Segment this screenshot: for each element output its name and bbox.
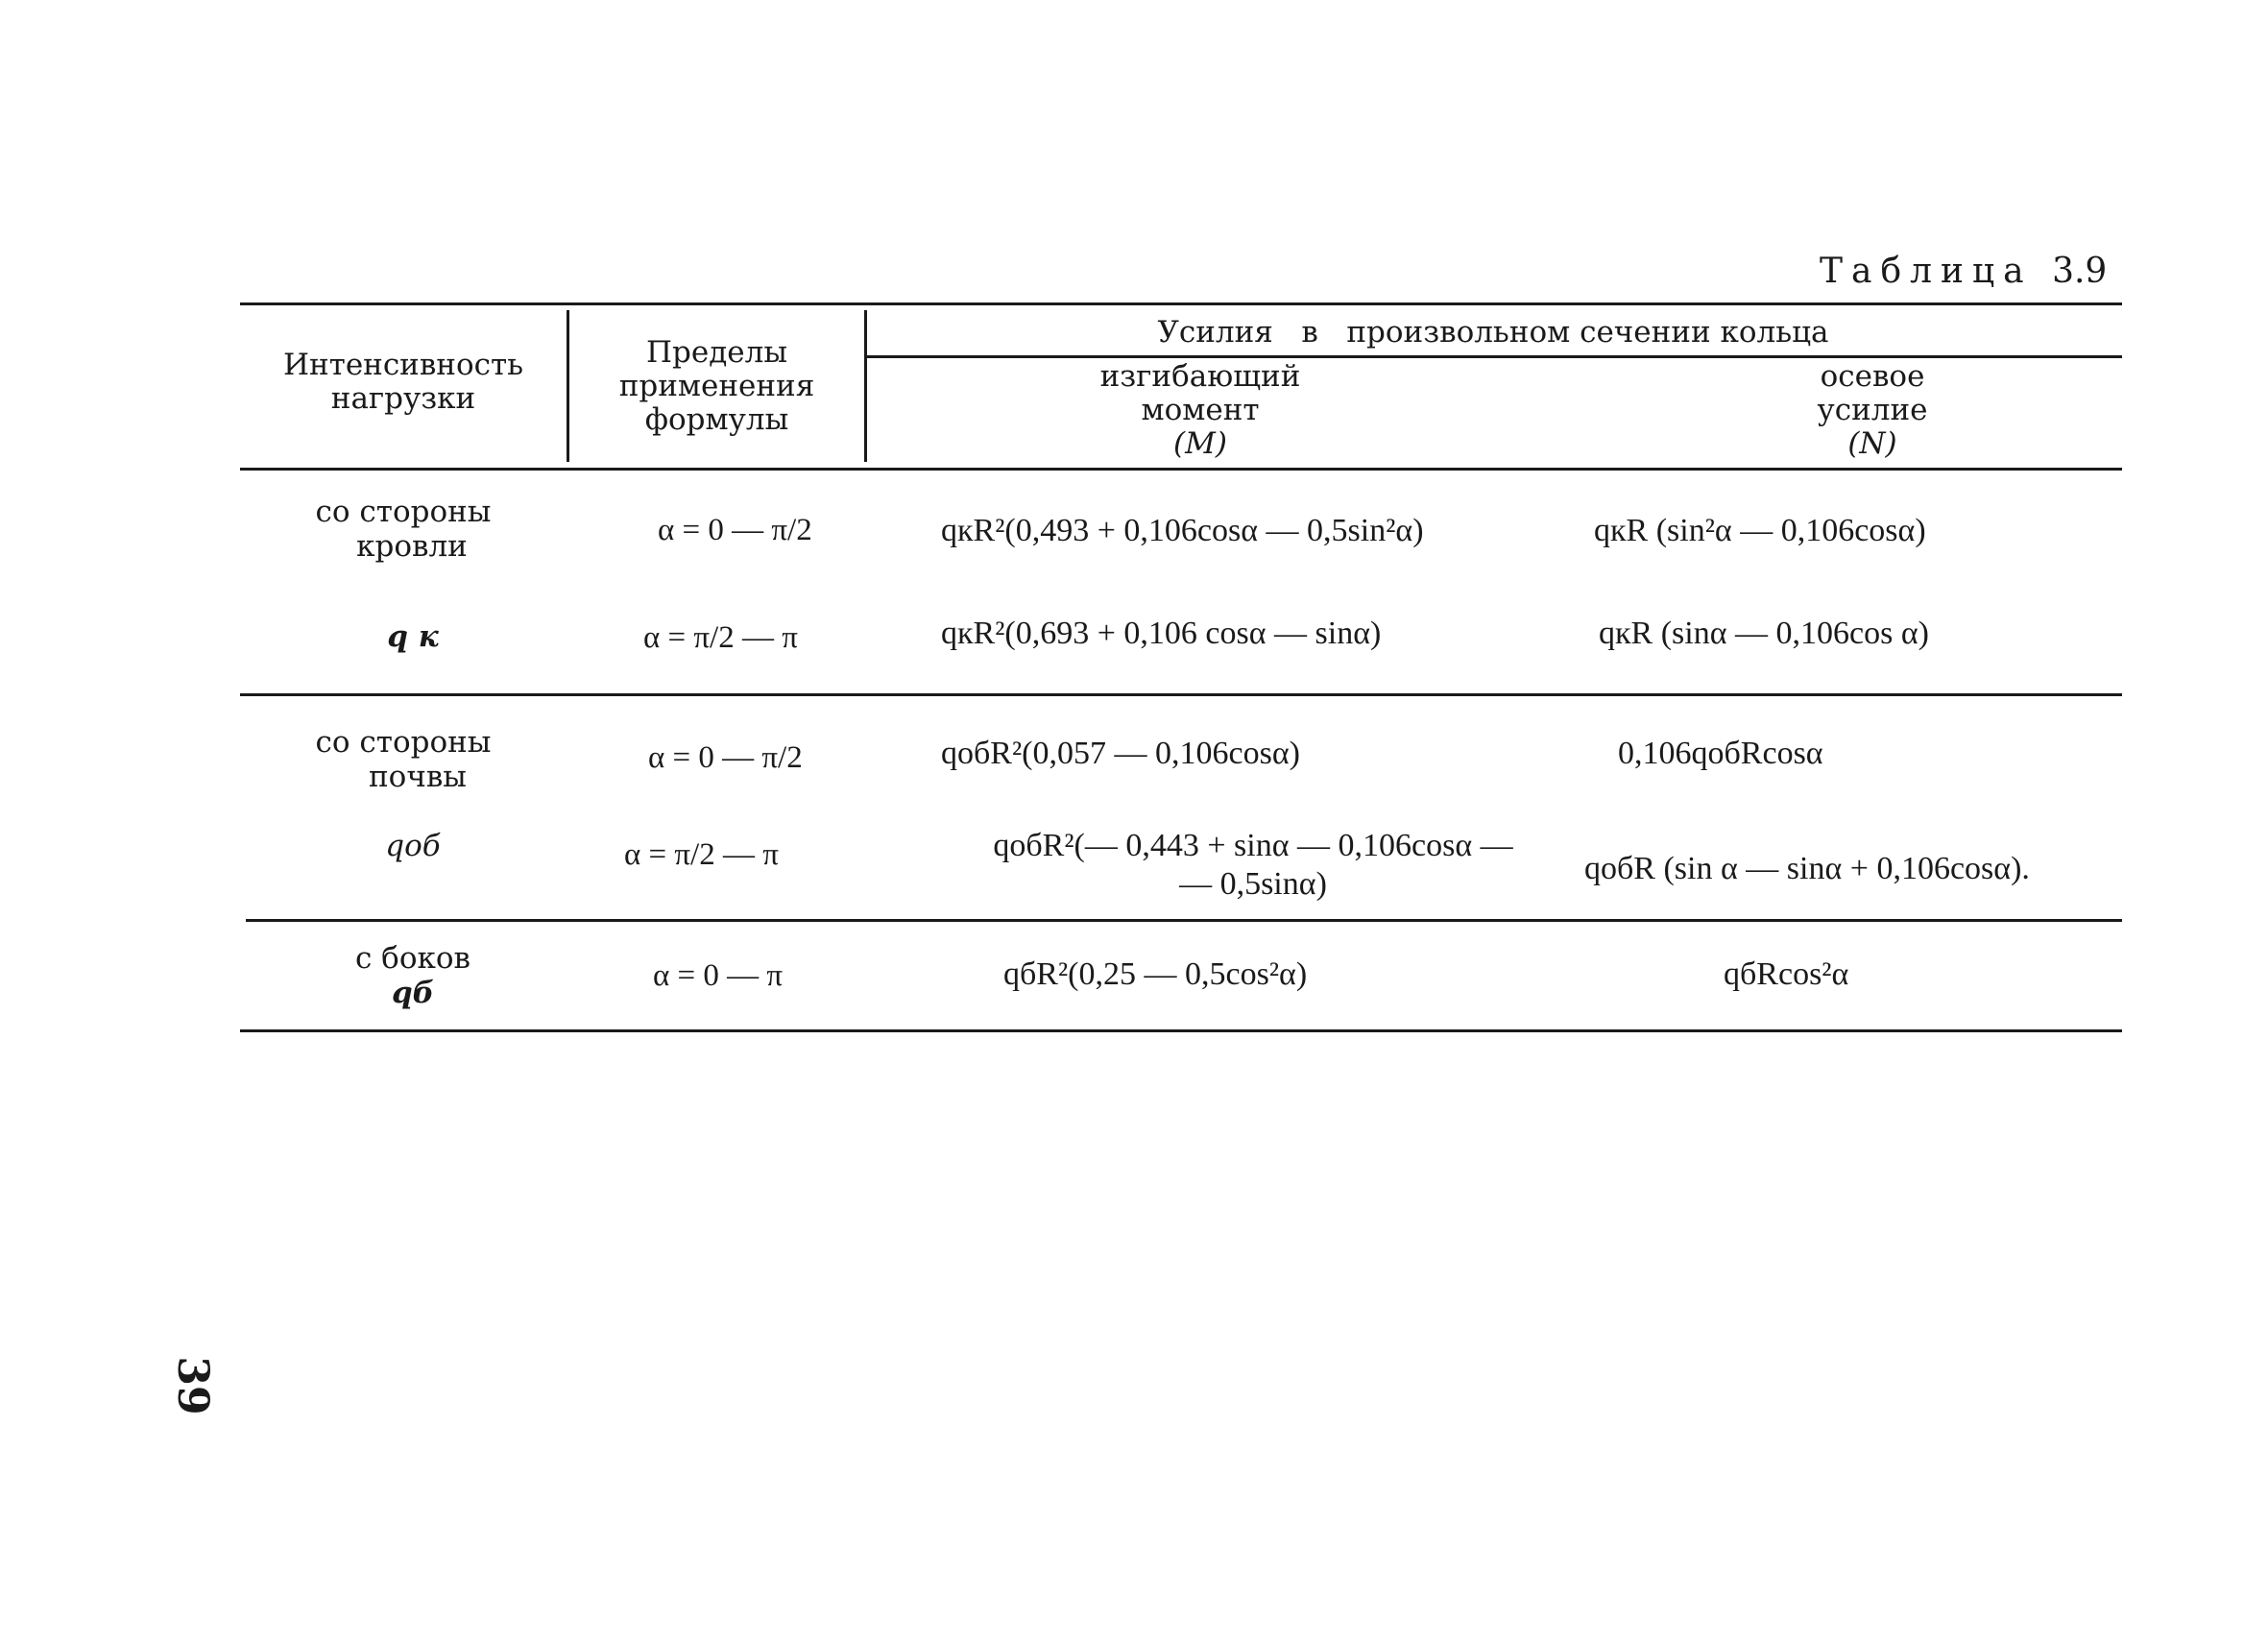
table-row-load-label bbox=[298, 495, 509, 564]
caption-number: 3.9 bbox=[2052, 252, 2108, 291]
caption-label: Таблица bbox=[1820, 252, 2033, 291]
rule-bottom bbox=[240, 1029, 2122, 1032]
cell-line: почвы bbox=[369, 760, 467, 794]
table-row-limit: α = 0 — π bbox=[653, 958, 784, 993]
header-line: усилие bbox=[1817, 393, 1928, 427]
table-row-limit: α = π/2 — π bbox=[624, 837, 779, 872]
table-row-axial: qкR (sin²α — 0,106cosα) bbox=[1594, 513, 1926, 548]
header-line: нагрузки bbox=[330, 381, 476, 416]
table-row-limit: α = π/2 — π bbox=[643, 620, 798, 655]
header-bending-moment bbox=[970, 360, 1431, 461]
cell-line: qб bbox=[391, 976, 435, 1010]
cell-line: — 0,5sinα) bbox=[1179, 866, 1327, 902]
header-line: (M) bbox=[1173, 426, 1227, 461]
page-number: 39 bbox=[168, 1356, 217, 1415]
cell-line: qобR²(— 0,443 + sinα — 0,106cosα — bbox=[993, 828, 1513, 863]
cell-line: со стороны bbox=[315, 725, 492, 760]
table-row-axial: qбRcos²α bbox=[1724, 956, 1849, 992]
cell-line: q к bbox=[387, 619, 439, 654]
table-row-limit: α = 0 — π/2 bbox=[658, 513, 812, 547]
header-line: (N) bbox=[1847, 426, 1897, 461]
table-row-axial: qобR (sin α — sinα + 0,106cosα). bbox=[1584, 851, 2030, 886]
header-line: изгибающий bbox=[1099, 359, 1301, 394]
header-axial-force bbox=[1709, 360, 2036, 461]
table-row-moment: qкR²(0,693 + 0,106 cosα — sinα) bbox=[941, 616, 1382, 651]
table-row-axial: 0,106qобRcosα bbox=[1618, 736, 1823, 771]
rule-group bbox=[864, 355, 2122, 358]
table-caption bbox=[1820, 252, 2107, 291]
header-load-intensity bbox=[240, 349, 567, 416]
data-table bbox=[240, 302, 2122, 1032]
cell-line: кровли bbox=[356, 529, 468, 564]
table-row-moment: qобR²(0,057 — 0,106cosα) bbox=[941, 736, 1300, 771]
rule-section-2 bbox=[246, 919, 2122, 922]
table-row-moment: qкR²(0,493 + 0,106cosα — 0,5sin²α) bbox=[941, 513, 1424, 548]
header-group-forces: Усилия в произвольном сечении кольца bbox=[1157, 315, 1829, 350]
table-row-moment: qбR²(0,25 — 0,5cos²α) bbox=[1003, 956, 1308, 992]
table-row-load-label bbox=[355, 619, 470, 654]
header-line: применения bbox=[618, 369, 815, 403]
table-row-limit: α = 0 — π/2 bbox=[648, 740, 803, 775]
header-line: Интенсивность bbox=[282, 348, 524, 382]
cell-line: qоб bbox=[385, 829, 441, 863]
header-line: Пределы bbox=[645, 335, 788, 370]
table-row-moment bbox=[965, 827, 1541, 904]
header-line: момент bbox=[1141, 393, 1260, 427]
table-row-load-label bbox=[326, 941, 499, 1010]
rule-section-1 bbox=[240, 693, 2122, 696]
cell-line: со стороны bbox=[315, 495, 492, 529]
rule-header-bottom bbox=[240, 468, 2122, 471]
rule-top bbox=[240, 302, 2122, 305]
table-row-load-label bbox=[298, 725, 509, 794]
table-row-axial: qкR (sinα — 0,106cos α) bbox=[1599, 616, 1929, 651]
table-row-load-label bbox=[355, 829, 470, 863]
cell-line: с боков bbox=[354, 941, 471, 976]
header-line: формулы bbox=[644, 402, 789, 437]
header-line: осевое bbox=[1820, 359, 1925, 394]
header-limits bbox=[569, 336, 864, 437]
